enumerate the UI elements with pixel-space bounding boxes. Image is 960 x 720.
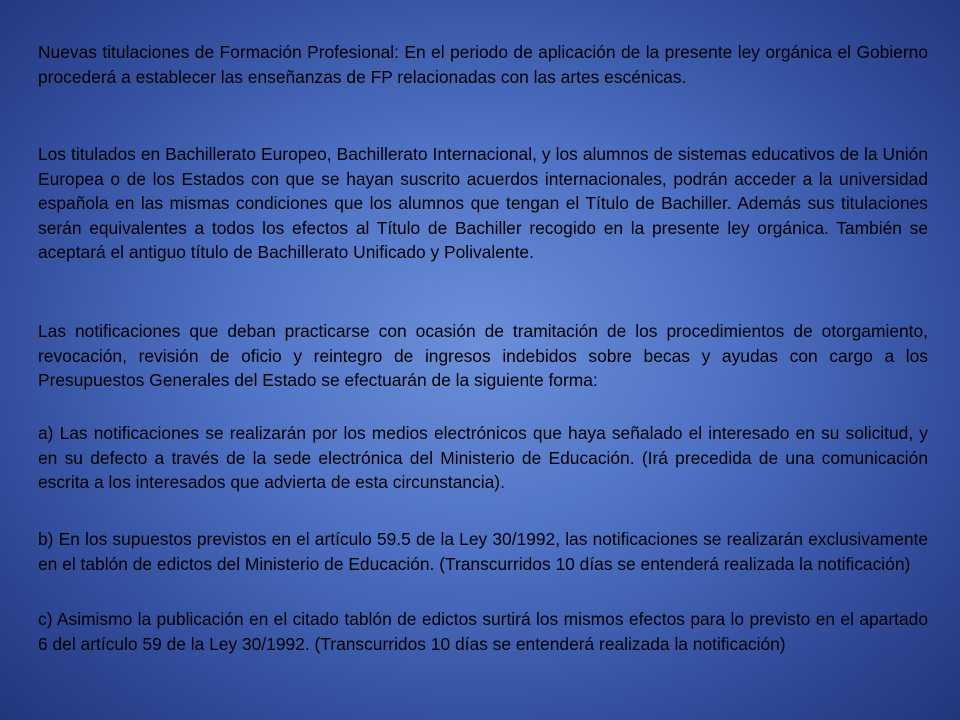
- paragraph-notificaciones-intro: Las notificaciones que deban practicarse con ocasión de tramitación de los procedimientos de otorgamiento, revocación, revisión de oficio y reintegro de ingresos indebidos sobre becas y ayudas con cargo a los Presupuestos Generales del Estado se efectuarán de la siguiente forma:: [38, 321, 928, 391]
- paragraph-notificaciones-b: b) En los supuestos previstos en el artículo 59.5 de la Ley 30/1992, las notificaciones se realizarán exclusivamente en el tablón de edictos del Ministerio de Educación. (Transcurridos 10 días se entenderá realizada la notificación): [38, 529, 928, 574]
- paragraph-notificaciones-a: a) Las notificaciones se realizarán por los medios electrónicos que haya señalado el interesado en su solicitud, y en su defecto a través de la sede electrónica del Ministerio de Educación. (Irá precedida de una comunicación escrita a los interesados que advierta de esta circunstancia).: [38, 423, 928, 493]
- paragraph-fp-titulaciones: Nuevas titulaciones de Formación Profesional: En el periodo de aplicación de la presente ley orgánica el Gobierno procederá a establecer las enseñanzas de FP relacionadas con las artes escénicas.: [38, 42, 928, 87]
- paragraph-notificaciones-c: c) Asimismo la publicación en el citado tablón de edictos surtirá los mismos efectos para lo previsto en el apartado 6 del artículo 59 de la Ley 30/1992. (Transcurridos 10 días se entenderá realizada la notificación): [38, 609, 928, 654]
- paragraph-bachillerato-acceso: Los titulados en Bachillerato Europeo, Bachillerato Internacional, y los alumnos de sistemas educativos de la Unión Europea o de los Estados con que se hayan suscrito acuerdos internacionales, podrán acceder a la universidad española en las mismas condiciones que los alumnos que tengan el Título de Bachiller. Además sus titulaciones serán equivalentes a todos los efectos al Título de Bachiller recogido en la presente ley orgánica. También se aceptará el antiguo título de Bachillerato Unificado y Polivalente.: [38, 144, 928, 263]
